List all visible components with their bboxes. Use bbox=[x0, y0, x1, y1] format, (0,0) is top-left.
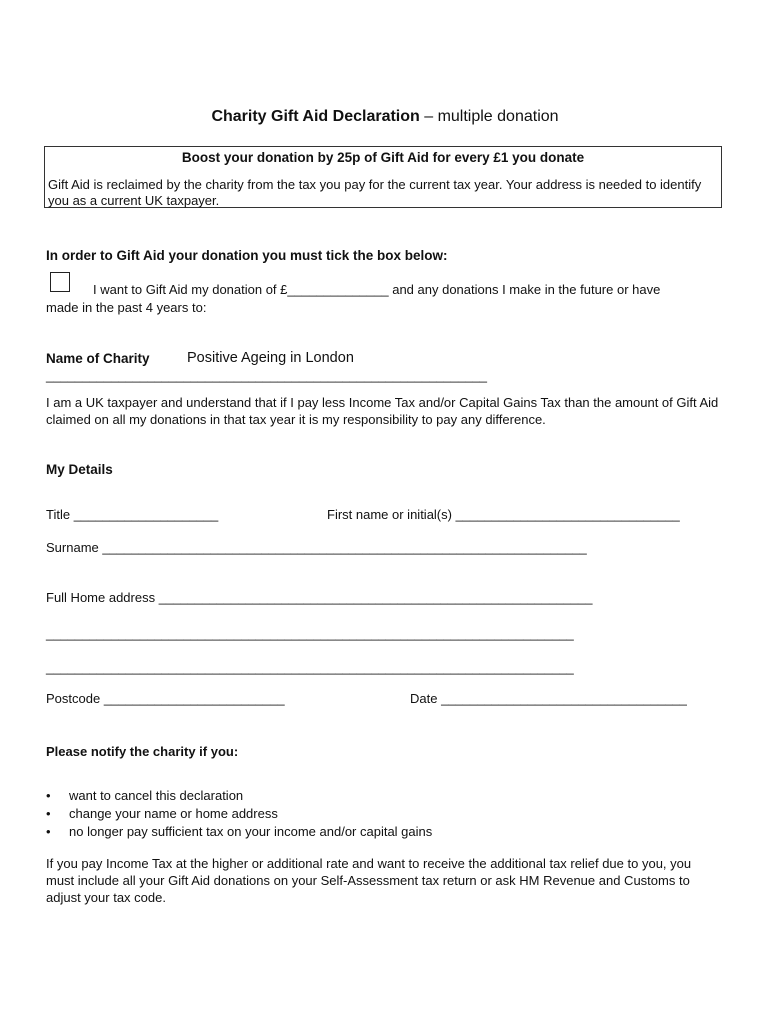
charity-underline: _____________________________________________________________ bbox=[46, 368, 488, 383]
surname-field[interactable]: Surname ___________________________________________________________________ bbox=[46, 540, 587, 555]
notify-heading: Please notify the charity if you: bbox=[46, 744, 239, 759]
higher-rate-note: If you pay Income Tax at the higher or additional rate and want to receive the additional tax relief due to you, you must include all your Gift Aid donations on your Self-Assessment tax return or ask HM Revenue and Customs to adjust your tax code. bbox=[46, 856, 692, 905]
notify-item-text: change your name or home address bbox=[69, 806, 278, 821]
taxpayer-statement: I am a UK taxpayer and understand that if I pay less Income Tax and/or Capital Gains Tax than the amount of Gift Aid claimed on all my donations in that tax year it is my responsibility to pay any difference. bbox=[46, 395, 719, 427]
gift-aid-checkbox[interactable] bbox=[50, 272, 70, 292]
charity-name: Positive Ageing in London bbox=[187, 350, 354, 366]
address-field[interactable]: Full Home address ____________________________________________________________ bbox=[46, 590, 593, 605]
address-line-2[interactable]: _________________________________________________________________________ bbox=[46, 626, 574, 641]
my-details-heading: My Details bbox=[46, 462, 113, 477]
postcode-field[interactable]: Postcode _________________________ bbox=[46, 691, 285, 706]
instruction-heading: In order to Gift Aid your donation you must tick the box below: bbox=[46, 248, 448, 263]
tick-line-2: made in the past 4 years to: bbox=[46, 300, 207, 315]
bullet-icon: • bbox=[46, 788, 51, 803]
bullet-icon: • bbox=[46, 806, 51, 821]
page-title bbox=[0, 108, 770, 126]
title-bold: Charity Gift Aid Declaration bbox=[211, 108, 420, 125]
boost-info-box bbox=[44, 146, 722, 208]
date-field[interactable]: Date __________________________________ bbox=[410, 691, 687, 706]
tick-line-1: I want to Gift Aid my donation of £______________ and any donations I make in the future or have bbox=[93, 282, 661, 297]
title-field[interactable]: Title ____________________ bbox=[46, 507, 219, 522]
notify-item-text: no longer pay sufficient tax on your income and/or capital gains bbox=[69, 824, 433, 839]
title-rest: – multiple donation bbox=[419, 108, 559, 125]
list-item bbox=[46, 805, 432, 823]
boost-heading: Boost your donation by 25p of Gift Aid for every £1 you donate bbox=[181, 150, 585, 165]
notify-list bbox=[46, 787, 432, 841]
bullet-icon: • bbox=[46, 824, 51, 839]
notify-item-text: want to cancel this declaration bbox=[69, 788, 244, 803]
list-item bbox=[46, 823, 432, 841]
first-name-field[interactable]: First name or initial(s) _______________________________ bbox=[327, 507, 680, 522]
charity-label: Name of Charity bbox=[46, 351, 150, 366]
boost-body: Gift Aid is reclaimed by the charity from the tax you pay for the current tax year. Your address is needed to identify you as a current UK taxpayer. bbox=[48, 177, 702, 208]
address-line-3[interactable]: _________________________________________________________________________ bbox=[46, 660, 574, 675]
list-item bbox=[46, 787, 432, 805]
